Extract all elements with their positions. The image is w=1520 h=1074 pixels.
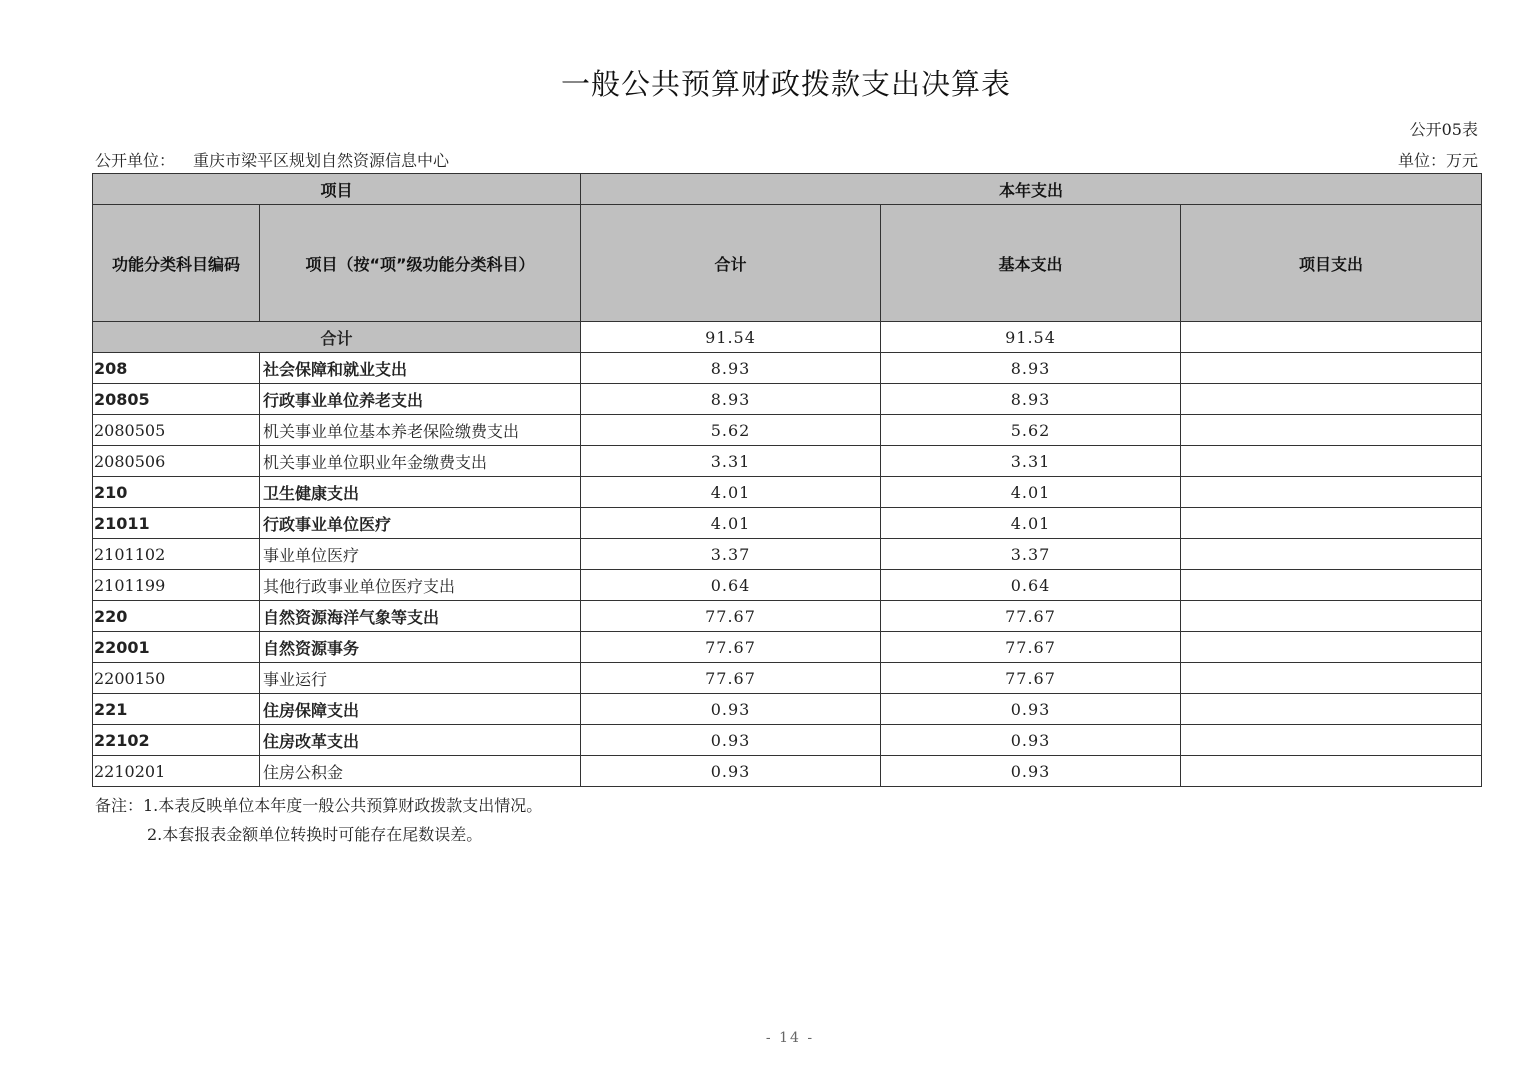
row-code: 2210201 [93,756,260,787]
row-name: 住房保障支出 [260,694,581,725]
row-basic: 5.62 [881,415,1181,446]
row-basic: 8.93 [881,353,1181,384]
row-code: 22102 [93,725,260,756]
row-name: 其他行政事业单位医疗支出 [260,570,581,601]
row-basic: 0.64 [881,570,1181,601]
header-item: 项目 [93,174,581,205]
table-row [93,663,1482,694]
row-project [1181,539,1482,570]
header-code: 功能分类科目编码 [93,205,260,322]
row-project [1181,415,1482,446]
row-basic: 77.67 [881,601,1181,632]
row-basic: 8.93 [881,384,1181,415]
row-basic: 77.67 [881,663,1181,694]
row-code: 22001 [93,632,260,663]
row-total: 3.37 [581,539,881,570]
row-basic: 4.01 [881,477,1181,508]
total-row [93,322,1482,353]
table-row [93,539,1482,570]
row-name: 行政事业单位医疗 [260,508,581,539]
total-row-total: 91.54 [581,322,881,353]
table-row [93,632,1482,663]
row-project [1181,725,1482,756]
row-name: 自然资源海洋气象等支出 [260,601,581,632]
row-name: 自然资源事务 [260,632,581,663]
row-total: 3.31 [581,446,881,477]
row-name: 机关事业单位基本养老保险缴费支出 [260,415,581,446]
row-total: 0.64 [581,570,881,601]
row-basic: 4.01 [881,508,1181,539]
table-row [93,384,1482,415]
form-number: 公开05表 [1409,120,1478,139]
reporting-unit-name: 重庆市梁平区规划自然资源信息中心 [193,151,450,170]
row-basic: 0.93 [881,694,1181,725]
expenditure-table [92,173,1482,787]
row-name: 事业运行 [260,663,581,694]
row-total: 8.93 [581,384,881,415]
header-project: 项目支出 [1181,205,1482,322]
row-project [1181,446,1482,477]
total-row-basic: 91.54 [881,322,1181,353]
row-code: 2101102 [93,539,260,570]
row-total: 8.93 [581,353,881,384]
table-row [93,570,1482,601]
row-total: 0.93 [581,694,881,725]
table-row [93,477,1482,508]
row-code: 221 [93,694,260,725]
row-code: 20805 [93,384,260,415]
row-name: 住房公积金 [260,756,581,787]
row-project [1181,570,1482,601]
row-project [1181,756,1482,787]
table-row [93,756,1482,787]
row-code: 220 [93,601,260,632]
header-current-year: 本年支出 [581,174,1482,205]
row-name: 卫生健康支出 [260,477,581,508]
row-project [1181,353,1482,384]
row-code: 2080506 [93,446,260,477]
note-1: 备注：1.本表反映单位本年度一般公共预算财政拨款支出情况。 [95,796,543,815]
row-total: 0.93 [581,725,881,756]
row-project [1181,477,1482,508]
header-total: 合计 [581,205,881,322]
row-project [1181,384,1482,415]
table-row [93,446,1482,477]
table-row [93,601,1482,632]
row-total: 5.62 [581,415,881,446]
row-total: 77.67 [581,632,881,663]
row-project [1181,632,1482,663]
row-basic: 0.93 [881,725,1181,756]
row-code: 21011 [93,508,260,539]
row-name: 机关事业单位职业年金缴费支出 [260,446,581,477]
notes [95,791,542,849]
header-name: 项目（按“项”级功能分类科目） [260,205,581,322]
total-row-project [1181,322,1482,353]
row-basic: 3.31 [881,446,1181,477]
row-name: 社会保障和就业支出 [260,353,581,384]
row-name: 住房改革支出 [260,725,581,756]
row-code: 2080505 [93,415,260,446]
note-2: 2.本套报表金额单位转换时可能存在尾数误差。 [147,825,483,844]
row-project [1181,694,1482,725]
row-name: 事业单位医疗 [260,539,581,570]
row-project [1181,508,1482,539]
row-project [1181,663,1482,694]
table-row [93,415,1482,446]
table-row [93,353,1482,384]
row-code: 2101199 [93,570,260,601]
currency-unit: 单位：万元 [1397,151,1478,170]
row-total: 4.01 [581,477,881,508]
page-number: - 14 - [765,1030,815,1046]
reporting-unit [95,148,449,171]
row-basic: 0.93 [881,756,1181,787]
row-name: 行政事业单位养老支出 [260,384,581,415]
row-total: 0.93 [581,756,881,787]
table-row [93,508,1482,539]
row-code: 2200150 [93,663,260,694]
row-code: 208 [93,353,260,384]
row-basic: 77.67 [881,632,1181,663]
row-code: 210 [93,477,260,508]
row-total: 77.67 [581,601,881,632]
page-title: 一般公共预算财政拨款支出决算表 [560,67,1011,101]
reporting-unit-label: 公开单位： [95,151,176,170]
row-total: 77.67 [581,663,881,694]
header-basic: 基本支出 [881,205,1181,322]
table-row [93,725,1482,756]
row-total: 4.01 [581,508,881,539]
table-row [93,694,1482,725]
row-basic: 3.37 [881,539,1181,570]
row-project [1181,601,1482,632]
total-row-label: 合计 [93,322,581,353]
